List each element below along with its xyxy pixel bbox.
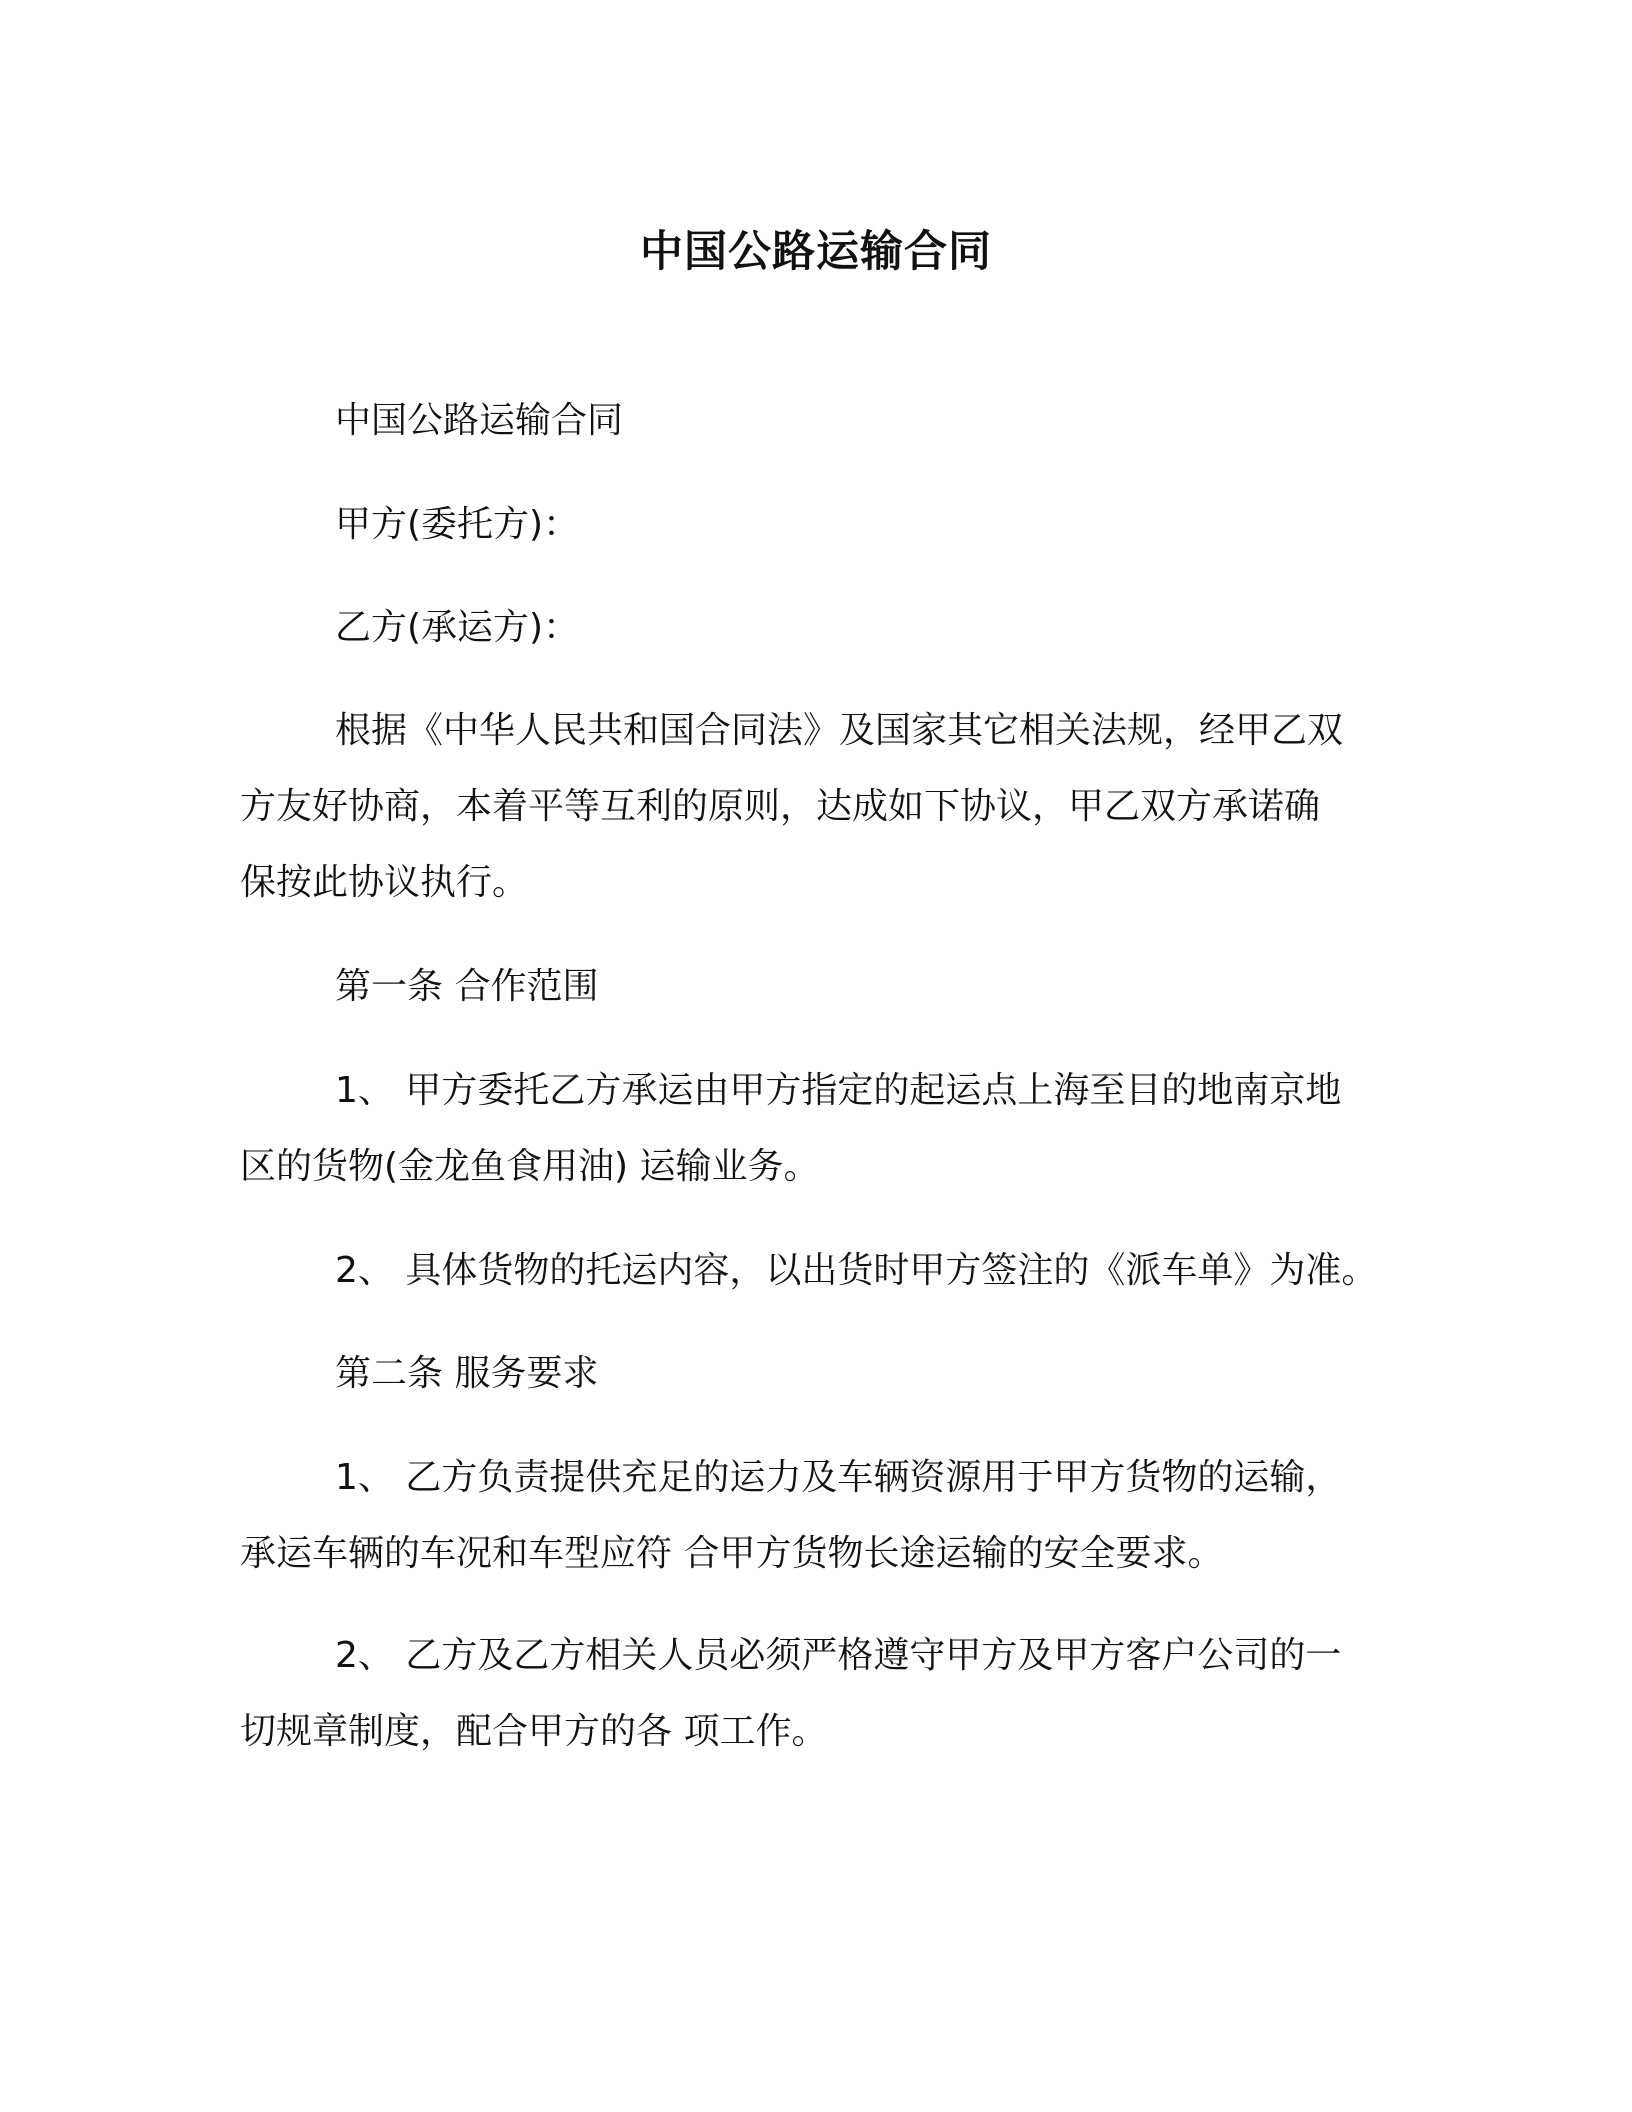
preamble-paragraph	[240, 693, 1392, 921]
subtitle-paragraph	[240, 383, 1392, 459]
article-2-clause-1	[240, 1440, 1392, 1592]
article-1-heading	[240, 949, 1392, 1025]
paragraph-line: 2、 乙方及乙方相关人员必须严格遵守甲方及甲方客户公司的一	[335, 1635, 1342, 1676]
paragraph-line: 乙方(承运方)：	[335, 607, 580, 648]
document-title: 中国公路运输合同	[640, 227, 992, 277]
paragraph-line: 保按此协议执行。	[240, 862, 529, 903]
paragraph-line: 中国公路运输合同	[335, 400, 624, 441]
article-2-heading	[240, 1336, 1392, 1412]
party-a-paragraph	[240, 487, 1392, 563]
paragraph-line: 切规章制度，配合甲方的各 项工作。	[240, 1711, 828, 1752]
party-b-paragraph	[240, 590, 1392, 666]
paragraph-line: 承运车辆的车况和车型应符 合甲方货物长途运输的安全要求。	[240, 1533, 1224, 1574]
paragraph-line: 第二条 服务要求	[335, 1353, 599, 1394]
article-1-clause-2	[240, 1233, 1392, 1309]
paragraph-line: 方友好协商，本着平等互利的原则，达成如下协议，甲乙双方承诺确	[240, 786, 1321, 827]
article-1-clause-1	[240, 1053, 1392, 1205]
paragraph-line: 1、 乙方负责提供充足的运力及车辆资源用于甲方货物的运输，	[335, 1457, 1342, 1498]
paragraph-line: 2、 具体货物的托运内容，以出货时甲方签注的《派车单》为准。	[335, 1250, 1378, 1291]
paragraph-line: 1、 甲方委托乙方承运由甲方指定的起运点上海至目的地南京地	[335, 1070, 1342, 1111]
paragraph-line: 第一条 合作范围	[335, 966, 599, 1007]
article-2-clause-2	[240, 1618, 1392, 1770]
paragraph-line: 区的货物(金龙鱼食用油) 运输业务。	[240, 1146, 820, 1187]
paragraph-line: 根据《中华人民共和国合同法》及国家其它相关法规，经甲乙双	[335, 710, 1344, 751]
paragraph-line: 甲方(委托方)：	[335, 504, 580, 545]
